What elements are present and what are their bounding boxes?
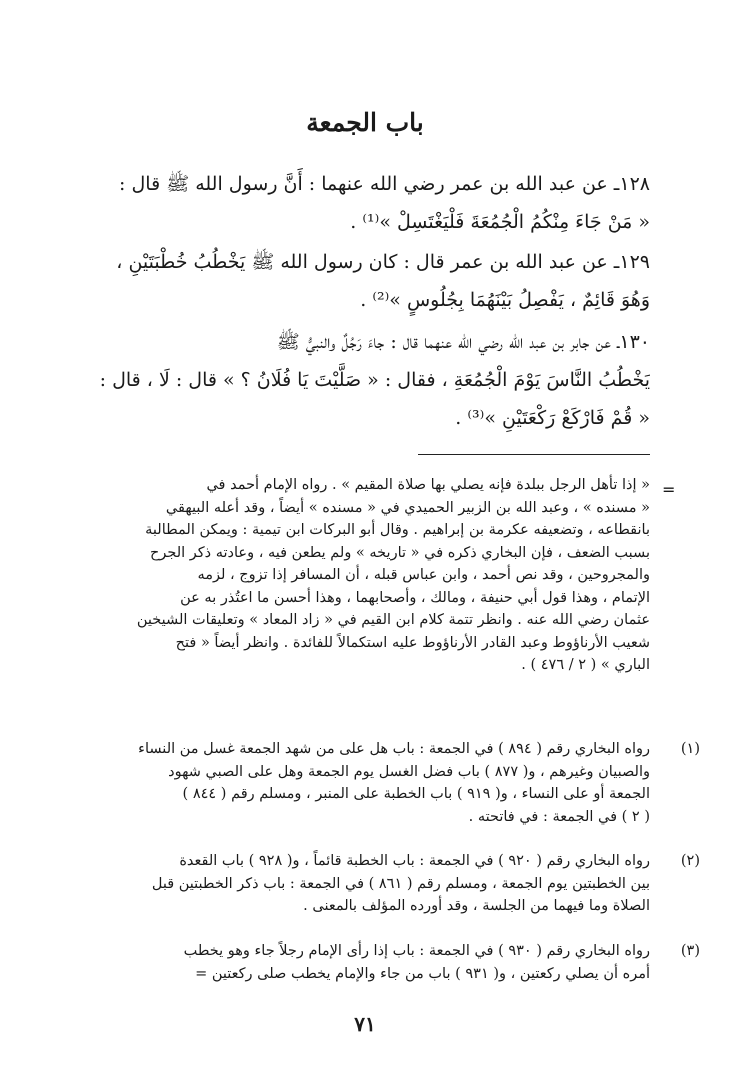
commentary-line: عثمان رضي الله عنه . وانظر تتمة كلام ابن القيم في « زاد المعاد » وتعليقات الشيخين xyxy=(136,612,650,628)
commentary-line: والمجروحين ، وقد نص أحمد ، وابن عباس قبله ، أن المسافر إذا تزوج ، لزمه xyxy=(197,567,650,583)
page-number: ٧١ xyxy=(354,1012,376,1036)
commentary-line: بسبب الضعف ، فإن البخاري ذكره في « تاريخه » ولم يطعن فيه ، وعادته ذكر الجرح xyxy=(150,544,650,561)
hadith-line: وَهُوَ قَائِمٌ ، يَفْصِلُ بَيْنَهُمَا بِجُلُوسٍ »⁽²⁾ . xyxy=(360,289,650,311)
commentary-line: الإتمام ، وهذا قول أبي حنيفة ، ومالك ، وأصحابهما ، وهذا أحسن ما اعتُذر به عن xyxy=(180,589,650,606)
footnote-line: رواه البخاري رقم ( ٨٩٤ ) في الجمعة : باب هل على من شهد الجمعة غسل من النساء xyxy=(138,741,650,757)
commentary-line: « مسنده » ، وعبد الله بن الزبير الحميدي في « مسنده » أيضاً ، وقد أعله البيهقي xyxy=(165,499,650,516)
footnote-1 xyxy=(60,738,700,828)
footnote-line: أمره أن يصلي ركعتين ، و( ٩٣١ ) باب من جاء والإمام يخطب صلى ركعتين = xyxy=(195,965,650,982)
footnote-divider xyxy=(418,454,650,455)
footnote-number: (٣) xyxy=(680,943,700,959)
hadith-line: ١٢٨ـ عن عبد الله بن عمر رضي الله عنهما : أَنَّ رسول الله ﷺ قال : xyxy=(119,173,650,195)
hadith-129 xyxy=(50,243,650,319)
footnote-line: الجمعة أو على النساء ، و( ٩١٩ ) باب الخطبة على المنبر ، ومسلم رقم ( ٨٤٤ ) xyxy=(182,786,650,802)
commentary-line: بانقطاعه ، وتضعيفه عكرمة بن إبراهيم . وقال أبو البركات ابن تيمية : ويمكن المطالبة xyxy=(145,522,650,538)
commentary-line: شعيب الأرناؤوط وعبد القادر الأرناؤوط عليه استكمالاً للفائدة . وانظر أيضاً « فتح xyxy=(175,634,650,651)
footnote-line: ( ٢ ) في الجمعة : في فاتحته . xyxy=(468,808,650,825)
footnote-body xyxy=(60,940,650,985)
footnote-body xyxy=(60,738,650,828)
chapter-title: باب الجمعة xyxy=(306,108,424,137)
commentary-line: الباري » ( ٢ / ٤٧٦ ) . xyxy=(521,657,650,673)
continued-commentary xyxy=(60,474,650,677)
footnote-2 xyxy=(60,850,700,918)
hadith-line: « مَنْ جَاءَ مِنْكُمُ الْجُمُعَةَ فَلْيَغْتَسِلْ »⁽¹⁾ . xyxy=(350,211,650,233)
footnote-number: (٢) xyxy=(680,853,700,869)
hadith-line: ١٢٩ـ عن عبد الله بن عمر قال : كان رسول الله ﷺ يَخْطُبُ خُطْبَتَيْنِ ، xyxy=(116,251,650,273)
footnote-line: والصبيان وغيرهم ، و( ٨٧٧ ) باب فضل الغسل يوم الجمعة وهل على الصبي شهود xyxy=(168,763,650,780)
footnote-body xyxy=(60,850,650,918)
footnote-line: رواه البخاري رقم ( ٩٢٠ ) في الجمعة : باب الخطبة قائماً ، و( ٩٢٨ ) باب القعدة xyxy=(179,853,650,869)
continuation-mark: = xyxy=(662,480,676,499)
hadith-line: « قُمْ فَارْكَعْ رَكْعَتَيْنِ »⁽³⁾ . xyxy=(455,407,650,429)
hadith-130 xyxy=(50,323,650,437)
commentary-line: « إذا تأهل الرجل ببلدة فإنه يصلي بها صلاة المقيم » . رواه الإمام أحمد في xyxy=(206,477,650,493)
footnote-3 xyxy=(60,940,700,985)
footnote-number: (١) xyxy=(680,741,700,757)
footnote-line: بين الخطبتين يوم الجمعة ، ومسلم رقم ( ٨٦١ ) في الجمعة : باب ذكر الخطبتين قبل xyxy=(151,875,650,892)
hadith-line: ١٣٠ـ عن جابر بن عبد الله رضي الله عنهما قال : جاءَ رَجُلٌ والنبيُّ ﷺ xyxy=(276,331,650,353)
hadith-128 xyxy=(50,165,650,241)
footnote-line: الصلاة وما فيهما من الجلسة ، وقد أورده المؤلف بالمعنى . xyxy=(303,898,650,914)
footnote-line: رواه البخاري رقم ( ٩٣٠ ) في الجمعة : باب إذا رأى الإمام رجلاً جاء وهو يخطب xyxy=(183,943,650,959)
hadith-line: يَخْطُبُ النَّاسَ يَوْمَ الْجُمُعَةِ ، فقال : « صَلَّيْتَ يَا فُلَانُ ؟ » قال : لَا ، قال : xyxy=(99,369,650,391)
